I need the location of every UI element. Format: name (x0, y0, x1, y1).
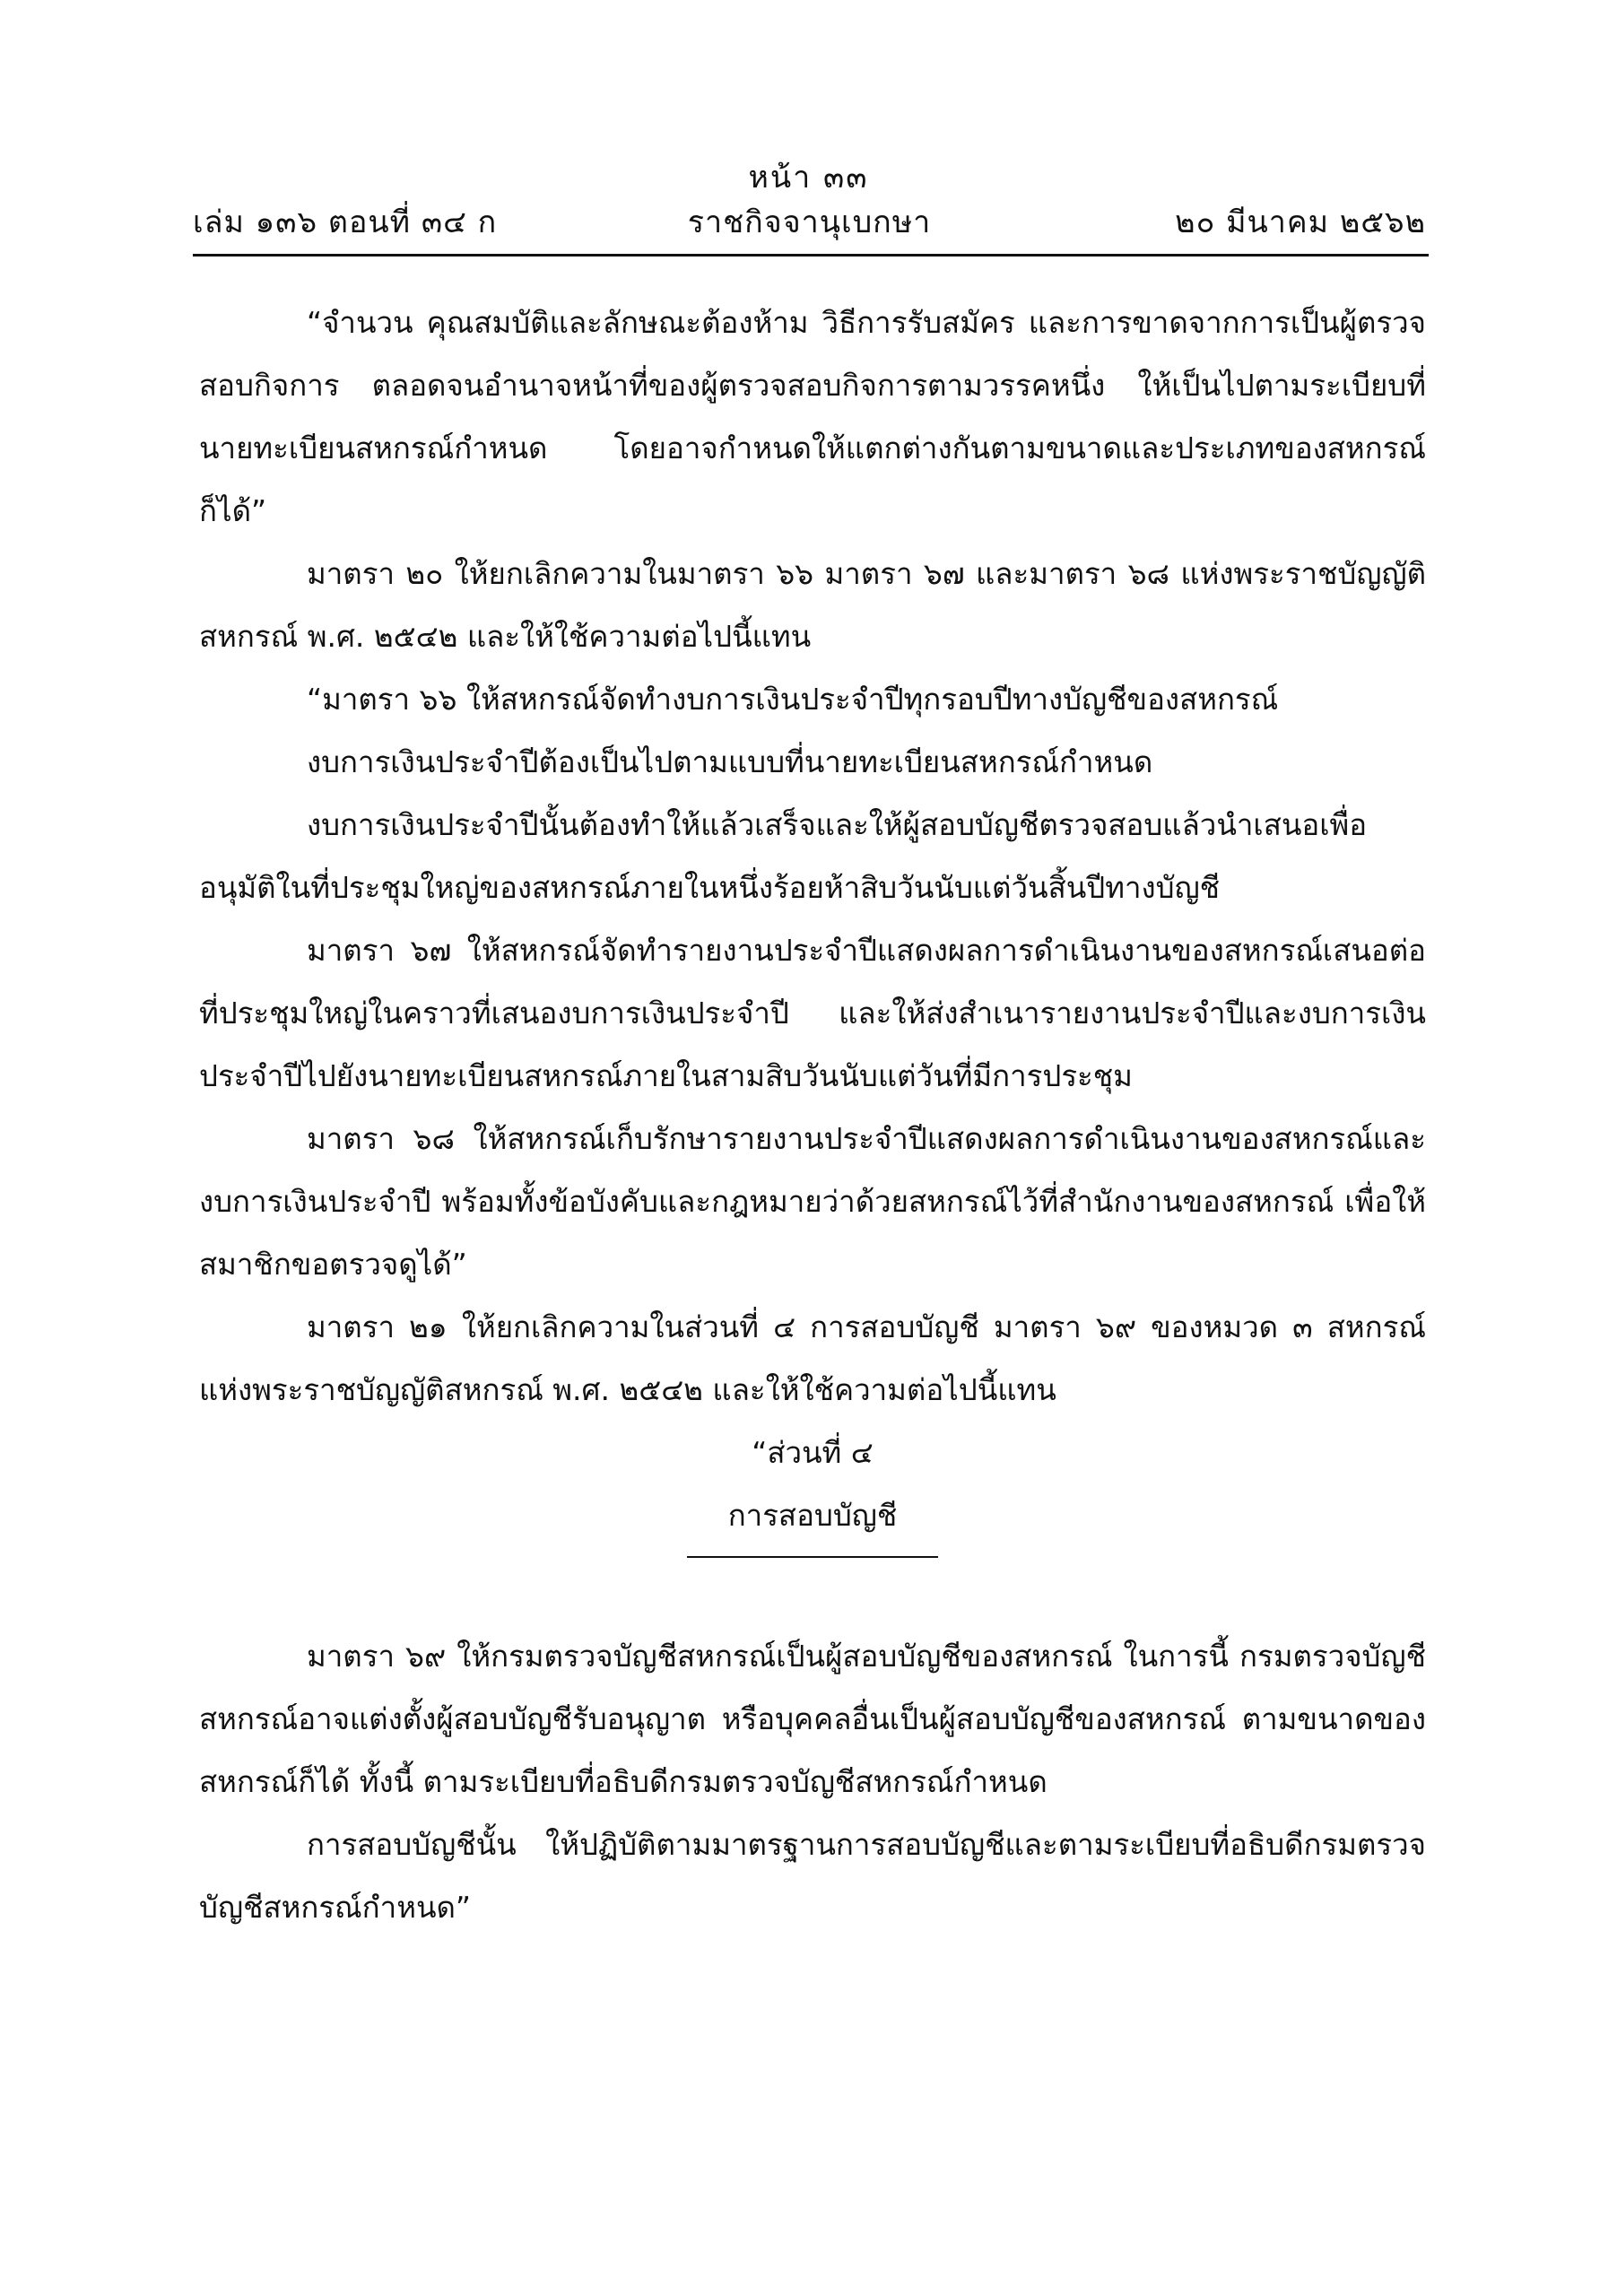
paragraph: มาตรา ๒๐ ให้ยกเลิกความในมาตรา ๖๖ มาตรา ๖๗ และมาตรา ๖๘ แห่งพระราชบัญญัติสหกรณ์ พ.ศ. ๒๕๔๒ และให้ใช้ความต่อไปนี้แทน (199, 556, 1426, 654)
paragraph: “มาตรา ๖๖ ให้สหกรณ์จัดทำงบการเงินประจำปีทุกรอบปีทางบัญชีของสหกรณ์ (307, 682, 1279, 717)
paragraph: งบการเงินประจำปีต้องเป็นไปตามแบบที่นายทะเบียนสหกรณ์กำหนด (307, 744, 1153, 779)
volume-info: เล่ม ๑๓๖ ตอนที่ ๓๔ ก (193, 204, 498, 240)
paragraph: การสอบบัญชีนั้น ให้ปฏิบัติตามมาตรฐานการสอบบัญชีและตามระเบียบที่อธิบดีกรมตรวจบัญชีสหกรณ์กำหนด” (199, 1827, 1426, 1925)
paragraph: มาตรา ๒๑ ให้ยกเลิกความในส่วนที่ ๔ การสอบบัญชี มาตรา ๖๙ ของหมวด ๓ สหกรณ์แห่งพระราชบัญญัติสหกรณ์ พ.ศ. ๒๕๔๒ และให้ใช้ความต่อไปนี้แทน (199, 1309, 1426, 1407)
publish-date: ๒๐ มีนาคม ๒๕๖๒ (1175, 204, 1426, 240)
page-header (193, 197, 1426, 242)
page-number: หน้า ๓๓ (748, 160, 869, 196)
section-number: “ส่วนที่ ๔ (752, 1435, 874, 1470)
paragraph: มาตรา ๖๙ ให้กรมตรวจบัญชีสหกรณ์เป็นผู้สอบบัญชีของสหกรณ์ ในการนี้ กรมตรวจบัญชีสหกรณ์อาจแต่งตั้งผู้สอบบัญชีรับอนุญาต หรือบุคคลอื่นเป็นผู้สอบบัญชีของสหกรณ์ ตามขนาดของสหกรณ์ก็ได้ ทั้งนี้ ตามระเบียบที่อธิบดีกรมตรวจบัญชีสหกรณ์กำหนด (199, 1639, 1426, 1799)
paragraph: “จำนวน คุณสมบัติและลักษณะต้องห้าม วิธีการรับสมัคร และการขาดจากการเป็นผู้ตรวจสอบกิจการ ตลอดจนอำนาจหน้าที่ของผู้ตรวจสอบกิจการตามวรรคหนึ่ง ให้เป็นไปตามระเบียบที่นายทะเบียนสหกรณ์กำหนด โดยอาจกำหนดให้แตกต่างกันตามขนาดและประเภทของสหกรณ์ก็ได้” (199, 305, 1426, 528)
section-title: การสอบบัญชี (727, 1498, 898, 1533)
gazette-title: ราชกิจจานุเบกษา (687, 204, 932, 240)
paragraph: งบการเงินประจำปีนั้นต้องทำให้แล้วเสร็จและให้ผู้สอบบัญชีตรวจสอบแล้วนำเสนอเพื่ออนุมัติในที่ประชุมใหญ่ของสหกรณ์ภายในหนึ่งร้อยห้าสิบวันนับแต่วันสิ้นปีทางบัญชี (199, 807, 1368, 905)
document-body (199, 291, 1426, 1939)
section-divider (687, 1556, 938, 1558)
paragraph: มาตรา ๖๘ ให้สหกรณ์เก็บรักษารายงานประจำปีแสดงผลการดำเนินงานของสหกรณ์และงบการเงินประจำปี พร้อมทั้งข้อบังคับและกฎหมายว่าด้วยสหกรณ์ไว้ที่สำนักงานของสหกรณ์ เพื่อให้สมาชิกขอตรวจดูได้” (199, 1121, 1426, 1282)
paragraph: มาตรา ๖๗ ให้สหกรณ์จัดทำรายงานประจำปีแสดงผลการดำเนินงานของสหกรณ์เสนอต่อที่ประชุมใหญ่ในคราวที่เสนองบการเงินประจำปี และให้ส่งสำเนารายงานประจำปีและงบการเงินประจำปีไปยังนายทะเบียนสหกรณ์ภายในสามสิบวันนับแต่วันที่มีการประชุม (199, 933, 1426, 1093)
header-divider (193, 254, 1429, 257)
